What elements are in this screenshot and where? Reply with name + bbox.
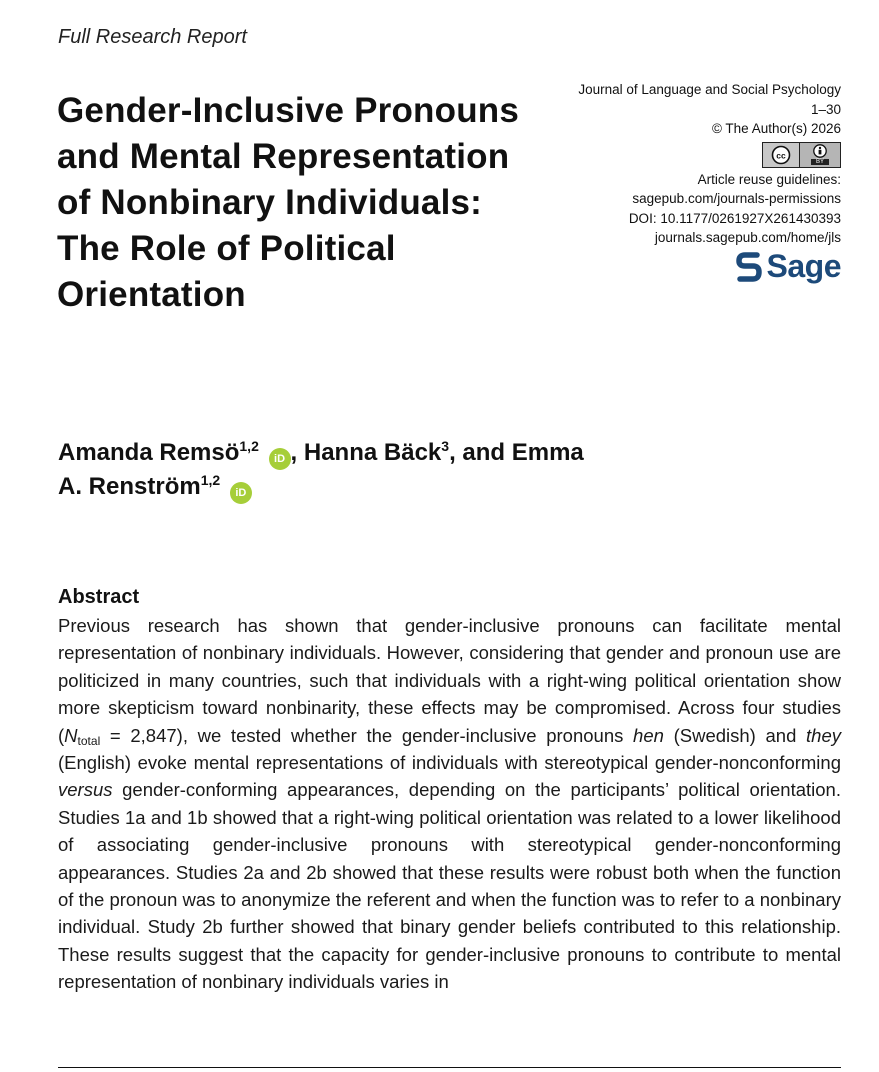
- sage-publisher-logo[interactable]: [736, 247, 841, 284]
- footer-divider: [58, 1067, 841, 1068]
- author-name-first: Emma: [511, 439, 584, 466]
- article-title: Gender-Inclusive Pronouns and Mental Representation of Nonbinary Individuals: The Role of Political Orientation: [57, 91, 520, 314]
- abstract-text: [58, 612, 841, 996]
- creative-commons-icon: [763, 143, 800, 167]
- copyright-notice: © The Author(s) 2026: [711, 121, 841, 136]
- doi-text[interactable]: DOI: 10.1177/0261927X261430393: [628, 210, 841, 226]
- sample-size-value: = 2,847), we tested whether the gender-inclusive pronouns: [100, 724, 634, 746]
- sage-s-icon: [736, 251, 762, 283]
- abstract-segment: (Swedish) and: [663, 724, 807, 746]
- journal-meta-block: [578, 80, 841, 288]
- abstract-heading: Abstract: [58, 586, 140, 608]
- pronoun-english: they: [806, 724, 841, 746]
- author-name: Amanda Remsö: [58, 439, 240, 466]
- cc-by-license-badge[interactable]: [762, 142, 841, 168]
- abstract-segment: gender-conforming appearances, depending on the participants’ political orientation. Studies 1a and 1b showed that a right-wing political orientation was related to a lower likelihood of associating gender-inclusive pronouns with stereotypical gender-nonconforming appearances. Studies 2a and 2b showed that these results were robust both when the function of the pronoun was to anonymize the referent and when the function was to refer to a nonbinary individual. Study 2b further showed that binary gender beliefs contributed to this relationship. These results suggest that the capacity for gender-inclusive pronouns to contribute to mental representation of nonbinary individuals varies in: [58, 779, 841, 993]
- affiliation-marker: 3: [441, 438, 450, 454]
- sage-wordmark: Sage: [766, 247, 841, 284]
- svg-text:cc: cc: [776, 150, 786, 160]
- sample-size-symbol: N: [64, 724, 78, 746]
- author-separator: ,: [290, 439, 304, 466]
- by-label: BY: [811, 159, 829, 165]
- author-list: [58, 436, 698, 504]
- author-name: Hanna Bäck: [303, 439, 442, 466]
- affiliation-marker: 1,2: [239, 438, 259, 454]
- attribution-icon: [800, 143, 840, 167]
- reuse-guidelines-link[interactable]: sagepub.com/journals-permissions: [632, 191, 841, 206]
- author-name-last: A. Renström: [58, 473, 201, 500]
- affiliation-marker: 1,2: [200, 472, 221, 488]
- journal-name: Journal of Language and Social Psychology: [578, 82, 841, 97]
- versus-emphasis: versus: [58, 779, 113, 801]
- orcid-icon[interactable]: iD: [230, 482, 252, 504]
- orcid-icon[interactable]: iD: [269, 448, 291, 470]
- abstract-segment: (English) evoke mental representations of individuals with stereotypical gender-nonconforming: [58, 752, 841, 774]
- journal-homepage-link[interactable]: journals.sagepub.com/home/jls: [654, 230, 841, 245]
- sample-size-subscript: total: [77, 733, 101, 748]
- abstract-segment: Previous research has shown that gender-inclusive pronouns can facilitate mental representation of nonbinary individuals. However, considering that gender and pronoun use are politicized in many countries, such that individuals with a right-wing political orientation show more skepticism toward nonbinarity, these effects may be compromised. Across four studies (: [58, 615, 841, 746]
- pronoun-swedish: hen: [633, 724, 664, 746]
- reuse-guidelines-label: Article reuse guidelines:: [697, 171, 841, 187]
- report-type-label: Full Research Report: [58, 26, 247, 48]
- author-separator: , and: [449, 439, 512, 466]
- page-range: 1–30: [810, 101, 841, 117]
